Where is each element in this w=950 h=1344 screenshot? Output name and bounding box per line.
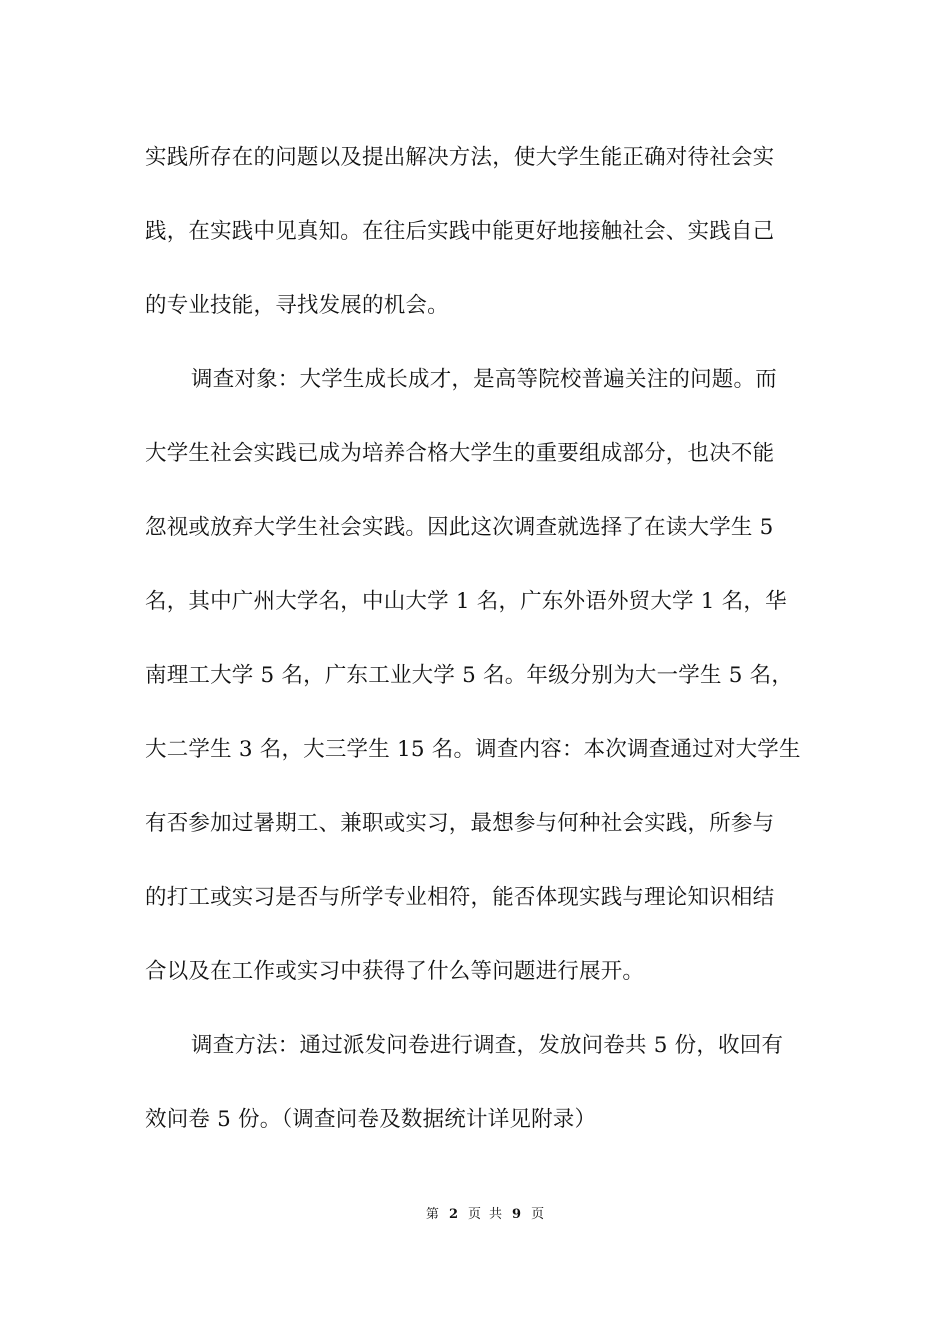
footer-page-number: 2 (448, 1207, 458, 1222)
text-line-13: 调查方法：通过派发问卷进行调查，发放问卷共 5 份，收回有 (191, 1033, 784, 1058)
footer-total-pages: 9 (512, 1207, 522, 1222)
text-line-5: 大学生社会实践已成为培养合格大学生的重要组成部分，也决不能 (145, 441, 775, 466)
text-line-8: 南理工大学 5 名，广东工业大学 5 名。年级分别为大一学生 5 名， (145, 663, 794, 688)
text-line-14: 效问卷 5 份。（调查问卷及数据统计详见附录） (145, 1107, 597, 1132)
text-line-12: 合以及在工作或实习中获得了什么等问题进行展开。 (145, 959, 645, 984)
page-footer (0, 1205, 950, 1225)
footer-prefix: 第 (425, 1207, 439, 1222)
text-line-7: 名，其中广州大学名，中山大学 1 名，广东外语外贸大学 1 名，华 (145, 589, 787, 614)
text-line-10: 有否参加过暑期工、兼职或实习，最想参与何种社会实践，所参与 (145, 811, 775, 836)
footer-page-word: 页 (467, 1207, 481, 1222)
text-line-1: 实践所存在的问题以及提出解决方法，使大学生能正确对待社会实 (145, 145, 775, 170)
text-line-4: 调查对象：大学生成长成才，是高等院校普遍关注的问题。而 (191, 367, 777, 392)
text-line-11: 的打工或实习是否与所学专业相符，能否体现实践与理论知识相结 (145, 885, 775, 910)
text-line-9: 大二学生 3 名，大三学生 15 名。调查内容：本次调查通过对大学生 (145, 737, 801, 762)
text-line-6: 忽视或放弃大学生社会实践。因此这次调查就选择了在读大学生 5 (145, 515, 774, 540)
text-line-3: 的专业技能，寻找发展的机会。 (145, 293, 449, 318)
text-line-2: 践，在实践中见真知。在往后实践中能更好地接触社会、实践自己 (145, 219, 775, 244)
footer-suffix: 页 (531, 1207, 545, 1222)
footer-total-word: 共 (489, 1207, 503, 1222)
